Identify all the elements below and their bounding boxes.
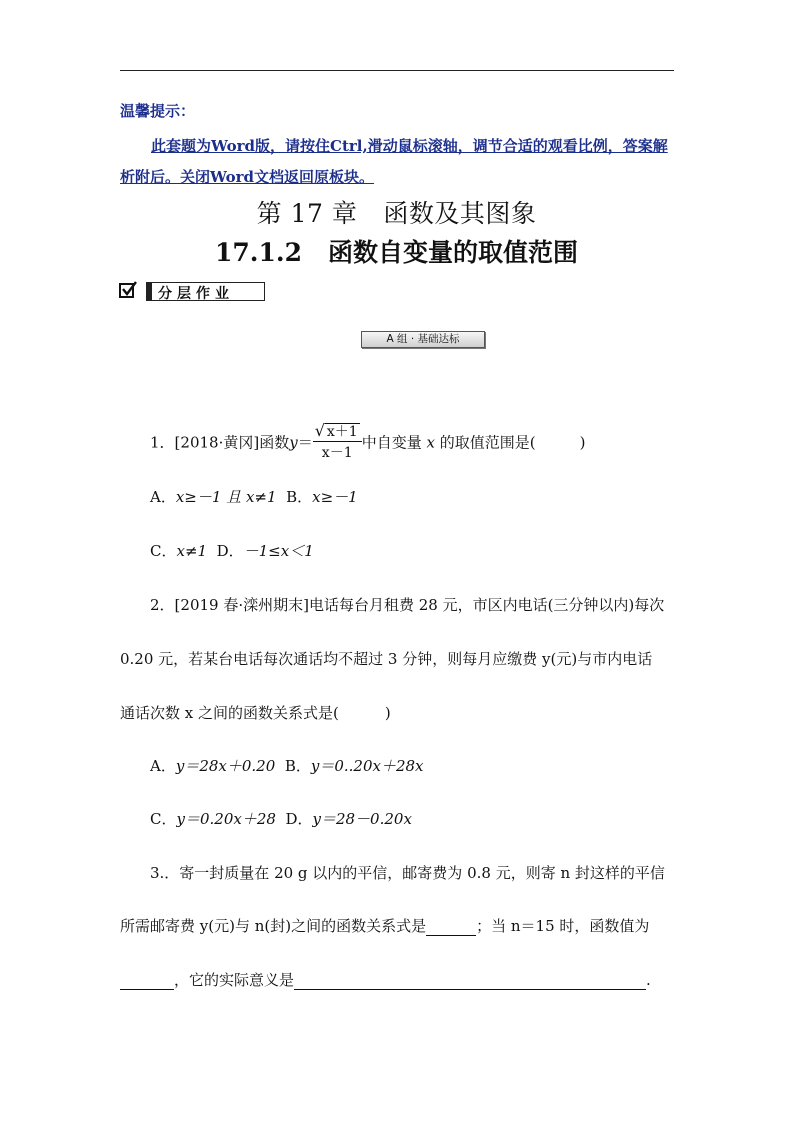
q2-c-label: C． <box>150 810 177 828</box>
q1-var-x: x <box>426 433 435 452</box>
q1-numerator: x＋1 <box>326 424 358 440</box>
q1-a-label: A． <box>150 488 176 506</box>
q1-option-d: －1≤x＜1 <box>243 542 314 560</box>
q3-line3-a: ，它的实际意义是 <box>174 971 295 989</box>
section-number: 17.1.2 <box>214 238 302 267</box>
q3-line2 <box>120 915 676 936</box>
chapter-name: 函数及其图象 <box>383 199 537 228</box>
q3-blank-3[interactable] <box>294 971 646 990</box>
q1-var-y: y <box>289 433 298 452</box>
q1-source: [2018·黄冈]函数 <box>174 433 290 452</box>
q2-option-c: y＝0.20x＋28 <box>176 810 276 828</box>
q3-line2-b: ；当 n＝15 时，函数值为 <box>476 917 650 935</box>
q1-d-label: D． <box>216 542 244 560</box>
q1-options-ab <box>150 486 706 507</box>
q2-b-label: B． <box>284 757 311 775</box>
q1-option-a: x≥－1 且 x≠1 <box>175 488 277 506</box>
q2-a-label: A． <box>150 757 176 775</box>
tip-body <box>120 131 676 193</box>
q1-number: 1． <box>150 433 175 452</box>
q2-options-cd <box>150 808 706 829</box>
q2-option-a: y＝28x＋0.20 <box>175 757 276 775</box>
q1-fraction: $\frac{√ x+1}{x-1}$ <box>313 421 362 462</box>
q1-options-cd <box>150 540 706 561</box>
group-a-badge: A 组 · 基础达标 <box>361 331 485 348</box>
q1-b-label: B． <box>286 488 313 506</box>
q2-line2: 0.20 元，若某台电话每次通话均不超过 3 分钟，则每月应缴费 y(元)与市内电话 <box>120 650 653 668</box>
q3-line3-end: . <box>646 971 651 989</box>
q3-line2-a: 所需邮寄费 y(元)与 n(封)之间的函数关系式是 <box>120 917 427 935</box>
q2-line1: 2．[2019 春·滦州期末]电话每台月租费 28 元，市区内电话(三分钟以内)每次 <box>150 596 665 614</box>
q1-paren: ) <box>579 433 586 452</box>
q2-line3-text: 通话次数 x 之间的函数关系式是( <box>120 704 339 722</box>
q1-tail-pre: 中自变量 <box>361 433 422 452</box>
q1-c-label: C． <box>150 542 177 560</box>
tip-body-text: 此套题为Word版，请按住Ctrl,滑动鼠标滚轴，调节合适的观看比例，答案解析附后。关闭Word文档返回原板块。 <box>120 137 668 186</box>
section-name: 函数自变量的取值范围 <box>327 238 578 267</box>
chapter-title <box>0 194 793 230</box>
q2-d-label: D． <box>285 810 313 828</box>
q1-option-c: x≠1 <box>176 542 208 560</box>
q1-stem <box>150 423 706 464</box>
top-rule <box>120 70 674 71</box>
q1-denominator: x－1 <box>321 445 353 461</box>
section-title <box>0 233 793 269</box>
q2-line3 <box>120 702 676 723</box>
q1-option-b: x≥－1 <box>312 488 358 506</box>
q3-blank-2[interactable] <box>120 971 174 990</box>
q2-option-d: y＝28－0.20x <box>312 810 412 828</box>
tip-label: 温馨提示： <box>120 102 196 120</box>
q1-eq: ＝ <box>297 433 313 452</box>
q3-line3 <box>120 969 676 990</box>
layer-homework-label: 分层作业 <box>158 286 234 302</box>
checkbox-icon <box>119 283 134 298</box>
q2-options-ab <box>150 755 706 776</box>
chapter-number: 第 17 章 <box>256 199 358 228</box>
q2-option-b: y＝0..20x＋28x <box>310 757 424 775</box>
q3-line1: 3.．寄一封质量在 20 g 以内的平信，邮寄费为 0.8 元，则寄 n 封这样的平信 <box>150 864 665 882</box>
q3-blank-1[interactable] <box>426 917 476 936</box>
q2-paren: ) <box>384 704 391 722</box>
q1-tail-post: 的取值范围是( <box>439 433 536 452</box>
